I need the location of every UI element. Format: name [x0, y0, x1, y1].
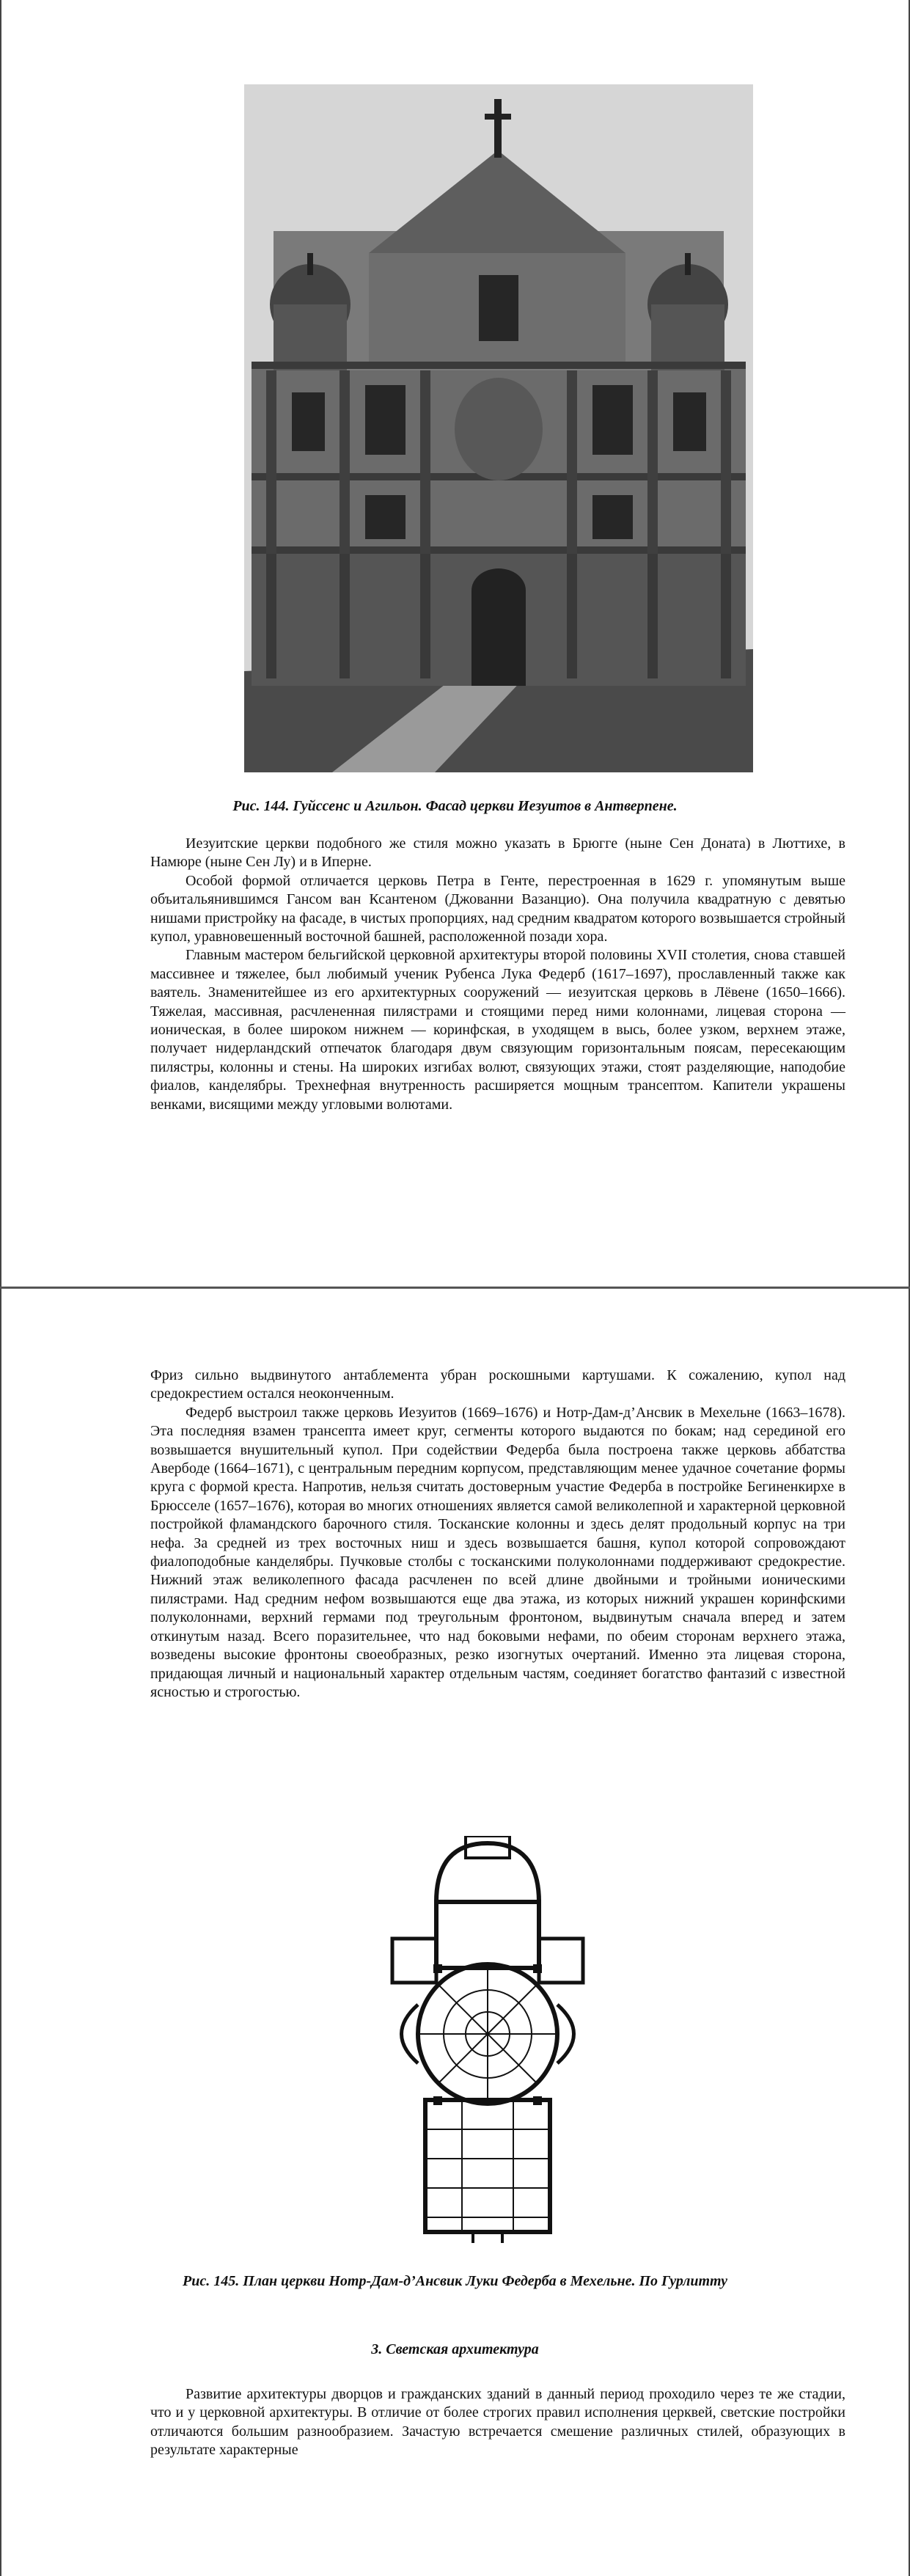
page-1-body-text: [150, 835, 845, 1114]
figure-144-caption: Рис. 144. Гуйссенс и Агильон. Фасад церкви Иезуитов в Антверпене.: [232, 798, 678, 814]
paragraph: Особой формой отличается церковь Петра в Генте, перестроенная в 1629 г. упомянутым выше объитальянившимся Гансом ван Ксантеном (Джованни Вазанцио). Она получила квадратную с девятью нишами пристройку на фасаде, в чистых пропорциях, над средним квадратом которого возвышается стройный купол, уравновешенный восточной башней, расположенной позади хора.: [150, 872, 845, 945]
page-2-closing-text: [150, 2385, 845, 2460]
page-2-body-text: [150, 1366, 845, 1702]
paragraph: Фриз сильно выдвинутого антаблемента убран роскошными картушами. К сожалению, купол над средокрестием остался неоконченным.: [150, 1367, 845, 1402]
jesuit-church-facade-photo: [244, 84, 753, 772]
section-title: 3. Светская архитектура: [371, 2341, 539, 2357]
page-2: [0, 1289, 910, 2576]
page-border-left: [0, 1289, 1, 2576]
paragraph: Развитие архитектуры дворцов и гражданских зданий в данный период проходило через те же стадии, что и у церковной архитектуры. В отличие от более строгих правил исполнения церквей, светские постройки отличаются большим разнообразием. Зачастую встречается смешение различных стилей, образующих в результате характерные: [150, 2386, 845, 2459]
paragraph: Иезуитские церкви подобного же стиля можно указать в Брюгге (ныне Сен Доната) в Люттихе, в Намюре (ныне Сен Лу) и в Иперне.: [150, 835, 845, 871]
page-border-left: [0, 0, 1, 1288]
figure-145-caption: Рис. 145. План церкви Нотр-Дам-д’Ансвик Луки Федерба в Мехельне. По Гурлитту: [183, 2273, 727, 2289]
paragraph: Федерб выстроил также церковь Иезуитов (1669–1676) и Нотр-Дам-д’Ансвик в Мехельне (1663–1678). Эта последняя взамен трансепта имеет круг, сегменты которого выдаются по бокам; над серединой его возвышается внушительный купол. При содействии Федерба была построена также церковь аббатства Авербоде (1664–1671), с центральным передним корпусом, представляющим менее удачное сочетание формы круга с формой креста. Напротив, нельзя считать достоверным участие Федерба в постройке Бегиненкирхе в Брюсселе (1657–1676), которая во многих отношениях является самой великолепной и характерной церковной постройкой фламандского барочного стиля. Тосканские колонны и здесь делят продольный корпус на три нефа. За средней из трех восточных ниш и здесь возвышается башня, купол которой сопровождают фиалоподобные канделябры. Пучковые столбы с тосканскими полуколоннами поддерживают средокрестие. Нижний этаж великолепного фасада расчленен по всей длине двойными и тройными ионическими пилястрами. Над средним нефом возвышаются еще два этажа, из которых нижний украшен коринфскими полуколоннами, верхний гермами под треугольным фронтоном, выдвинутым сначала вперед и затем откинутым назад. Всего поразительнее, что над боковыми нефами, по обеим сторонам верхнего этажа, возведены высокие фронтоны своеобразных, резко изогнутых очертаний. Именно эта лицевая сторона, придающая личный и национальный характер отдельным частям, соединяет богатство фантазий с известной ясностью и строгостью.: [150, 1404, 845, 1700]
paragraph: Главным мастером бельгийской церковной архитектуры второй половины XVII столетия, снова ставшей массивнее и тяжелее, был любимый ученик Рубенса Лука Федерб (1617–1697), прославленный также как ваятель. Знаменитейшее из его архитектурных сооружений — иезуитская церковь в Лёвене (1650–1666). Тяжелая, массивная, расчлененная пилястрами и стоящими перед ними колоннами, лицевая сторона — ионическая, в более широком нижнем — коринфская, в уходящем в высь, более узком, верхнем этаже, получает нидерландский отпечаток благодаря двум связующим горизонтальным поясам, пересекающим пилястры, колонны и стены. На широких изгибах волют, связующих этажи, стоят разделяющие, наподобие фиалов, канделябры. Трехнефная внутренность расширяется мощным трансептом. Капители украшены венками, висящими между угловыми волютами.: [150, 947, 845, 1113]
church-floor-plan: [385, 1836, 590, 2247]
